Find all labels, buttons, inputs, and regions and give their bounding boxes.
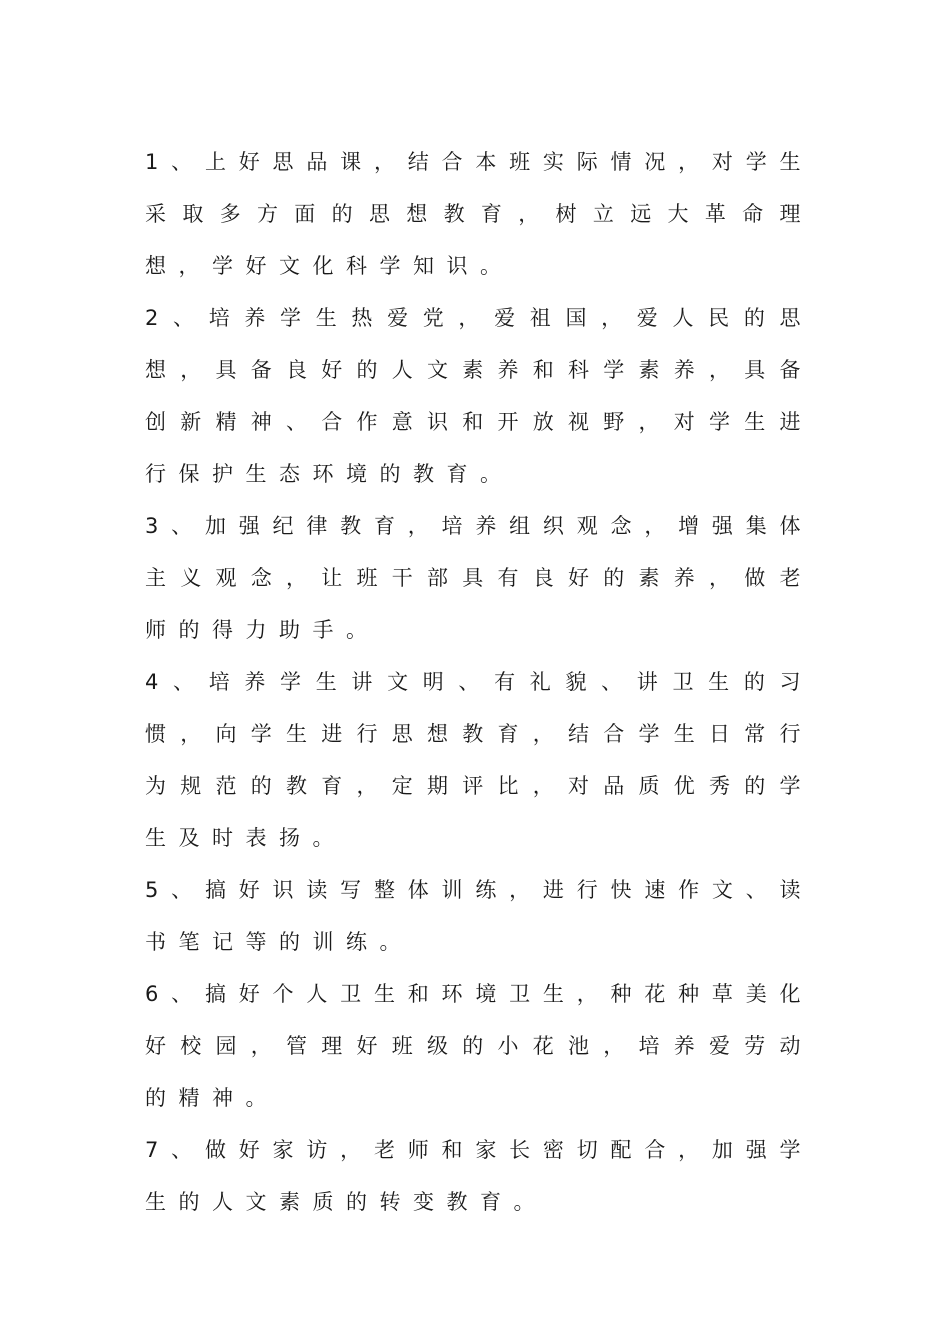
paragraph-1: 1、上好思品课，结合本班实际情况，对学生采取多方面的思想教育，树立远大革命理想，学好文化科学知识。: [145, 150, 813, 278]
paragraph-5: 5、搞好识读写整体训练，进行快速作文、读书笔记等的训练。: [145, 878, 813, 954]
document-body: [145, 136, 813, 1228]
paragraph-4: 4、培养学生讲文明、有礼貌、讲卫生的习惯，向学生进行思想教育，结合学生日常行为规范的教育，定期评比，对品质优秀的学生及时表扬。: [145, 670, 813, 850]
paragraph-3: 3、加强纪律教育，培养组织观念，增强集体主义观念，让班干部具有良好的素养，做老师的得力助手。: [145, 514, 813, 642]
paragraph-2: 2、培养学生热爱党，爱祖国，爱人民的思想，具备良好的人文素养和科学素养，具备创新精神、合作意识和开放视野，对学生进行保护生态环境的教育。: [145, 306, 813, 486]
paragraph-6: 6、搞好个人卫生和环境卫生，种花种草美化好校园，管理好班级的小花池，培养爱劳动的精神。: [145, 982, 813, 1110]
paragraph-7: 7、做好家访，老师和家长密切配合，加强学生的人文素质的转变教育。: [145, 1138, 813, 1214]
